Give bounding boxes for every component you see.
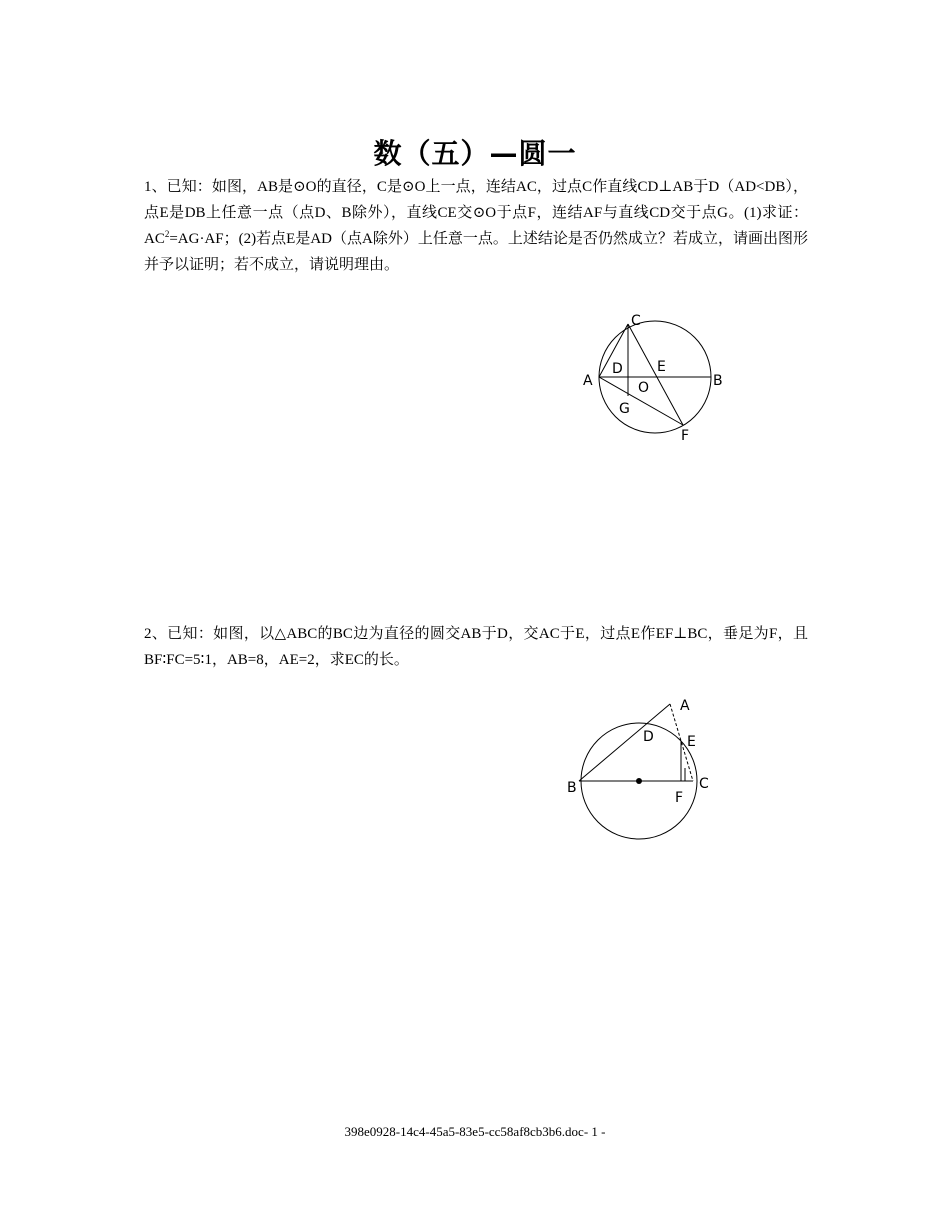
label-e: E [687,734,696,750]
label-c: C [631,313,641,329]
superscript-2: 2 [164,229,170,239]
label-g: G [619,401,630,417]
label-c: C [699,776,709,792]
page-title: 数（五）—圆一 [373,137,577,170]
problem-1-text-b: =AG·AF；(2)若点E是AD（点A除外）上任意一点。上述结论是否仍然成立？若成立，请画出图形并予以证明；若不成立，请说明理由。 [144,231,808,273]
label-a: A [583,373,593,389]
label-d: D [612,361,623,377]
label-o: O [638,380,650,396]
problem-1-text [144,174,808,278]
label-d: D [643,729,654,745]
label-b: B [713,373,723,389]
problem-2-text: 2、已知：如图，以△ABC的BC边为直径的圆交AB于D，交AC于E，过点E作EF⊥BC，垂足为F，且BF∶FC=5∶1，AB=8，AE=2，求EC的长。 [144,626,808,668]
label-a: A [680,698,690,714]
figure-1 [576,308,736,448]
problem-1-text-a: 1、已知：如图，AB是⊙O的直径，C是⊙O上一点，连结AC，过点C作直线CD⊥AB于D（AD<DB），点E是DB上任意一点（点D、B除外），直线CE交⊙O于点F，连结AF与直线CD交于点G。(1)求证：AC [144,179,808,247]
figure-2 [562,694,722,844]
center-point [636,778,642,784]
label-f: F [675,790,684,806]
line-ab [579,704,670,781]
label-b: B [567,780,577,796]
label-f: F [681,428,690,444]
label-e: E [657,359,666,375]
page-footer: 398e0928-14c4-45a5-83e5-cc58af8cb3b6.doc- 1 - [344,1124,606,1139]
